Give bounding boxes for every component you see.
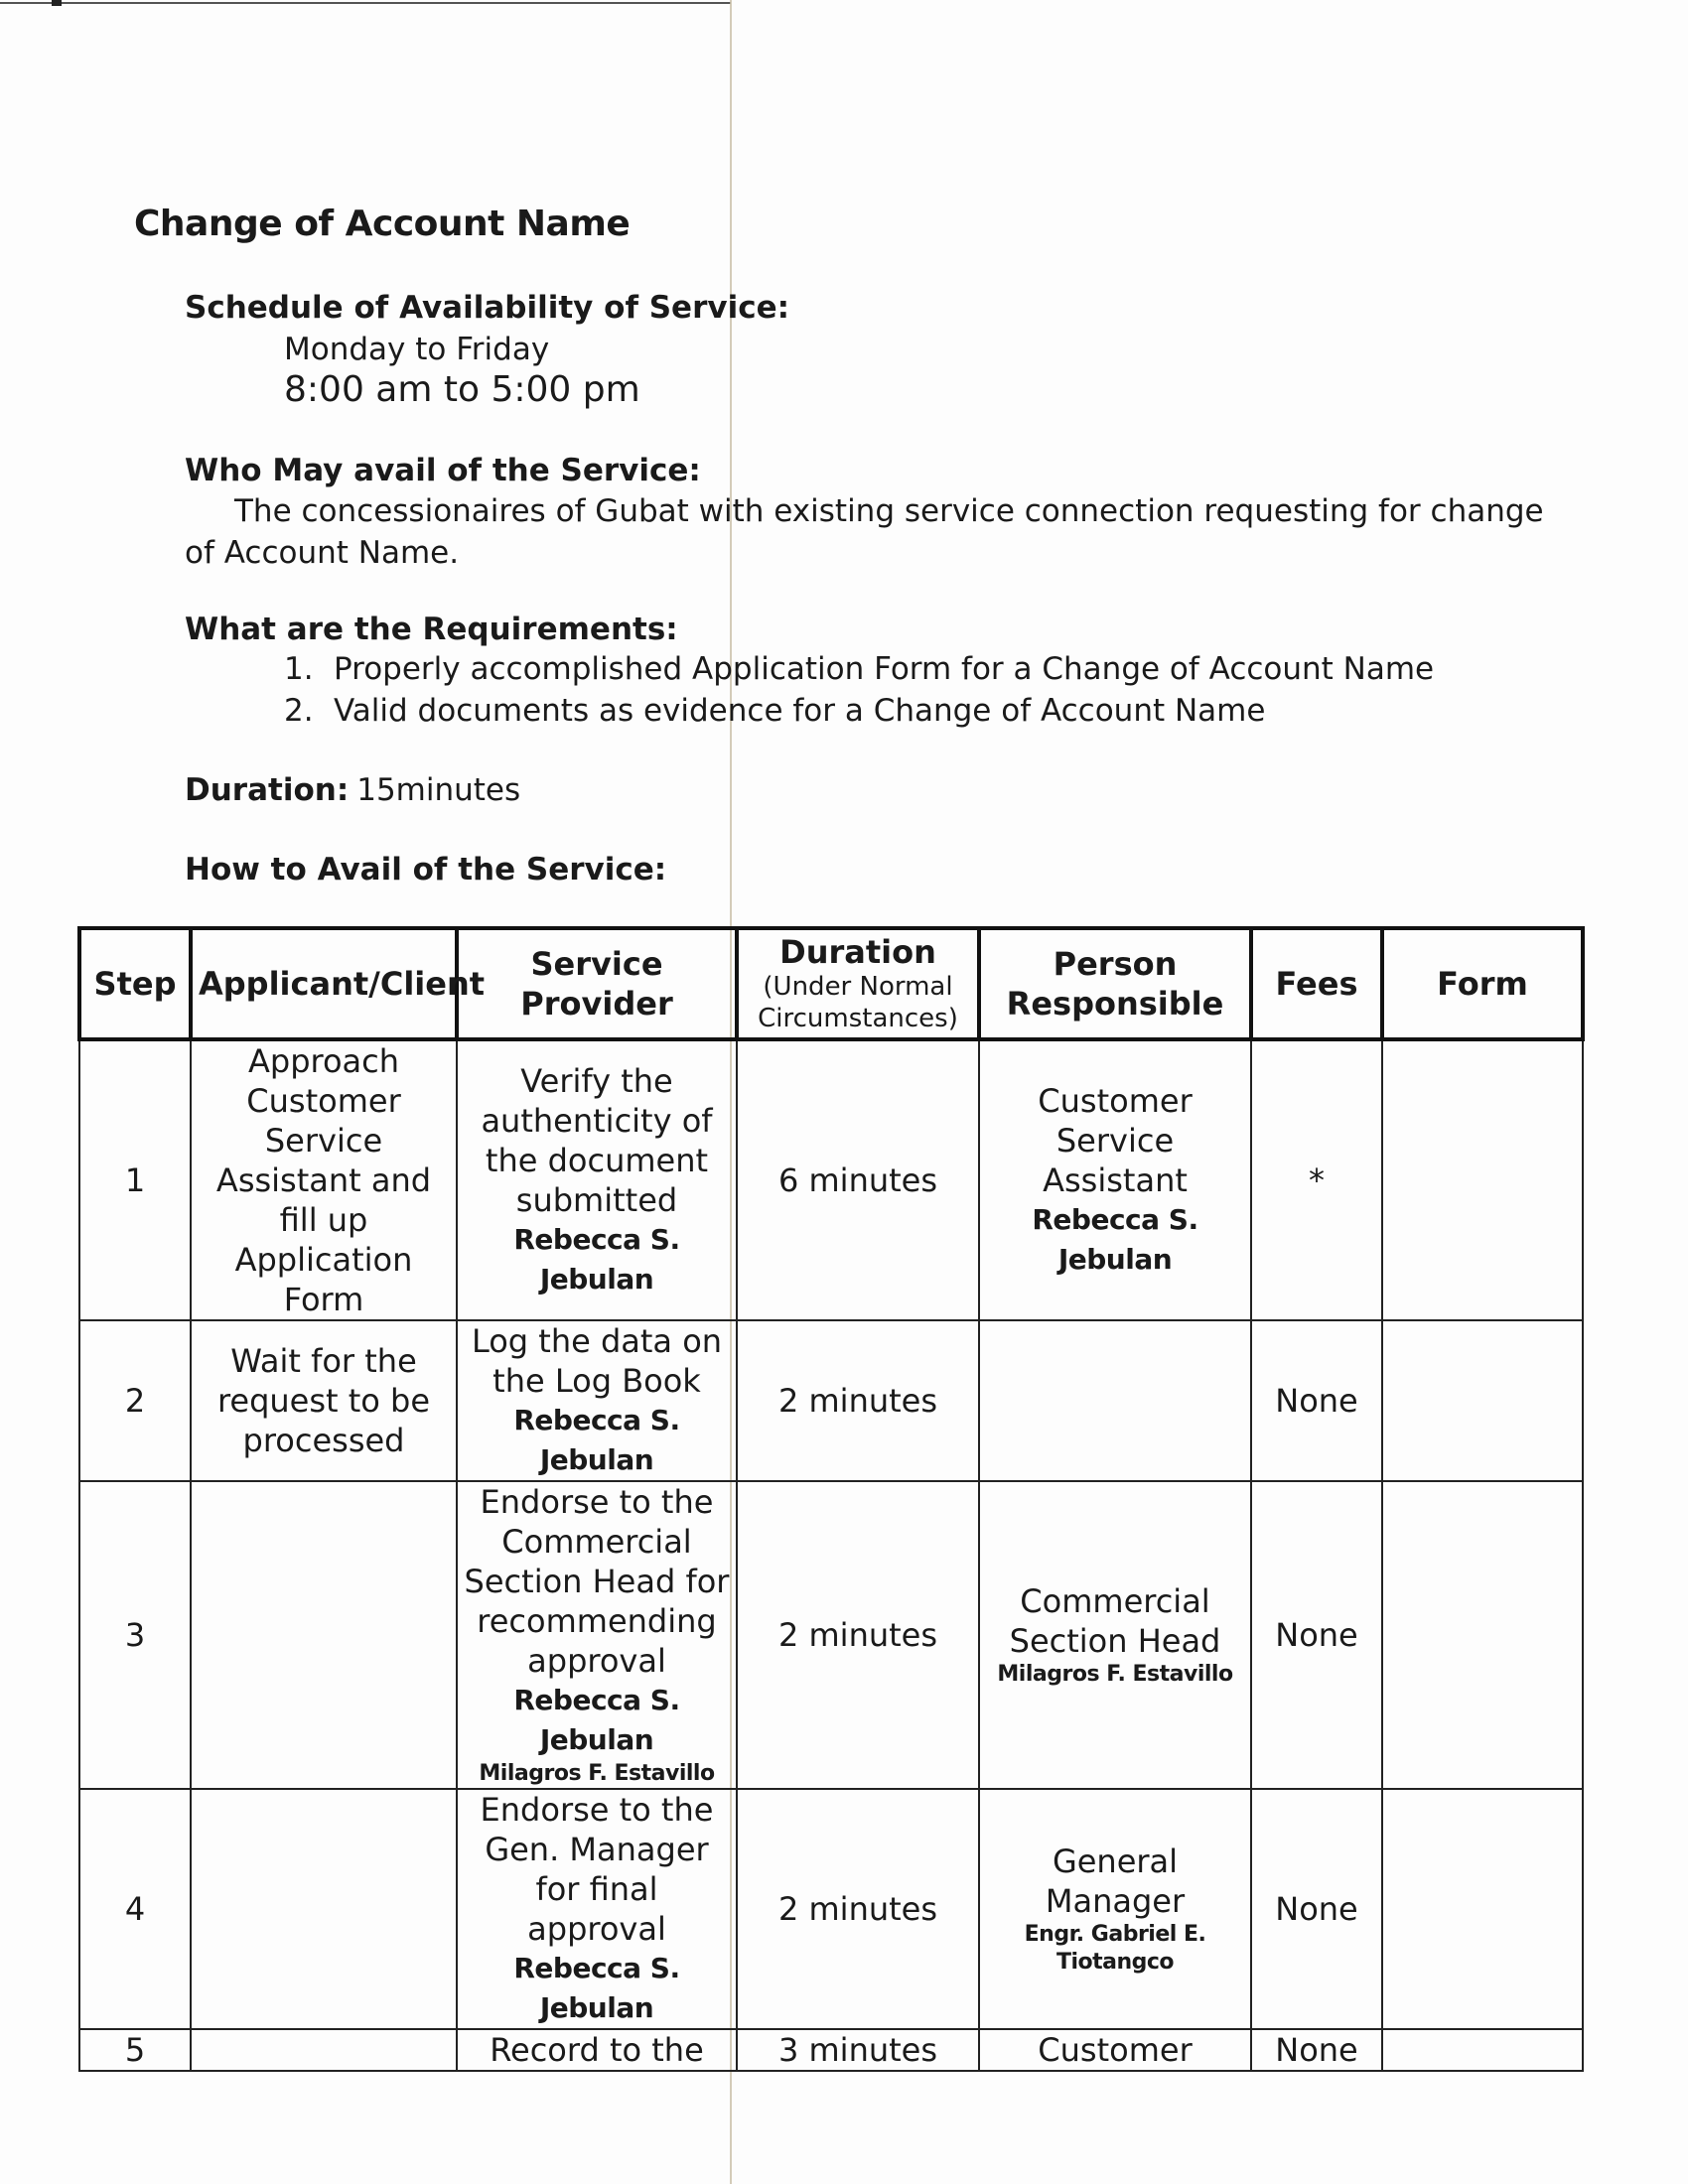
table-row <box>79 1320 1583 1481</box>
cell-person <box>979 1481 1251 1789</box>
cell-form <box>1382 1039 1583 1320</box>
scan-edge-line <box>0 2 731 4</box>
provider-text: Endorse to the Gen. Manager for final approval <box>480 1791 714 1948</box>
cell-fees: None <box>1251 1481 1382 1789</box>
duration-label: Duration: <box>185 772 350 808</box>
requirement-text: Valid documents as evidence for a Change of Account Name <box>334 693 1266 729</box>
cell-fees: None <box>1251 1320 1382 1481</box>
requirement-item <box>284 690 1434 732</box>
provider-name: Rebecca S. Jebulan <box>513 1684 680 1756</box>
cell-duration: 2 minutes <box>737 1481 979 1789</box>
cell-step: 4 <box>79 1789 191 2029</box>
cell-duration: 6 minutes <box>737 1039 979 1320</box>
header-duration <box>737 928 979 1039</box>
cell-client: Wait for the request to be processed <box>191 1320 457 1481</box>
cell-duration: 3 minutes <box>737 2029 979 2071</box>
cell-person <box>979 1789 1251 2029</box>
header-step: Step <box>79 928 191 1039</box>
cell-client <box>191 1789 457 2029</box>
cell-fees: None <box>1251 1789 1382 2029</box>
header-client: Applicant/Client <box>191 928 457 1039</box>
scan-mark <box>52 0 62 6</box>
cell-fees: * <box>1251 1039 1382 1320</box>
page-title: Change of Account Name <box>134 204 631 244</box>
cell-fees: None <box>1251 2029 1382 2071</box>
schedule-label: Schedule of Availability of Service: <box>185 290 789 326</box>
person-name: Rebecca S. Jebulan <box>1032 1203 1198 1276</box>
cell-step: 3 <box>79 1481 191 1789</box>
provider-text: Log the data on the Log Book <box>471 1322 723 1400</box>
cell-step: 5 <box>79 2029 191 2071</box>
person-role: General Manager <box>1045 1843 1186 1920</box>
cell-step: 1 <box>79 1039 191 1320</box>
header-form: Form <box>1382 928 1583 1039</box>
requirements-label: What are the Requirements: <box>185 612 678 647</box>
table-row <box>79 1481 1583 1789</box>
cell-form <box>1382 1320 1583 1481</box>
requirement-number: 1. <box>284 651 314 687</box>
cell-person: Customer <box>979 2029 1251 2071</box>
header-duration-label: Duration <box>779 933 936 971</box>
cell-form <box>1382 2029 1583 2071</box>
cell-client <box>191 2029 457 2071</box>
provider-name: Rebecca S. Jebulan <box>513 1952 680 2024</box>
table-row <box>79 1039 1583 1320</box>
cell-step: 2 <box>79 1320 191 1481</box>
requirement-text: Properly accomplished Application Form for a Change of Account Name <box>334 651 1435 687</box>
cell-provider <box>457 1039 737 1320</box>
requirements-list <box>284 648 1434 732</box>
duration-line <box>185 772 520 808</box>
cell-duration: 2 minutes <box>737 1320 979 1481</box>
cell-person <box>979 1039 1251 1320</box>
table-row <box>79 1789 1583 2029</box>
schedule-time: 8:00 am to 5:00 pm <box>284 369 640 410</box>
cell-provider <box>457 1320 737 1481</box>
who-text: The concessionaires of Gubat with existing service connection requesting for change of Account Name. <box>185 493 1544 571</box>
provider-text: Endorse to the Commercial Section Head for recommending approval <box>464 1483 730 1680</box>
cell-person <box>979 1320 1251 1481</box>
cell-form <box>1382 1789 1583 2029</box>
duration-value: 15minutes <box>356 772 521 808</box>
cell-client <box>191 1481 457 1789</box>
provider-text: Verify the authenticity of the document submitted <box>481 1062 713 1219</box>
header-person: Person Responsible <box>979 928 1251 1039</box>
person-role: Customer Service Assistant <box>1038 1082 1193 1199</box>
header-provider: Service Provider <box>457 928 737 1039</box>
steps-table <box>77 926 1585 2072</box>
schedule-days: Monday to Friday <box>284 332 550 367</box>
cell-provider <box>457 1789 737 2029</box>
table-row <box>79 2029 1583 2071</box>
header-fees: Fees <box>1251 928 1382 1039</box>
cell-form <box>1382 1481 1583 1789</box>
person-name: Milagros F. Estavillo <box>997 1662 1233 1687</box>
person-name: Engr. Gabriel E. Tiotangco <box>1024 1922 1206 1975</box>
cell-duration: 2 minutes <box>737 1789 979 2029</box>
table-header-row <box>79 928 1583 1039</box>
requirement-item <box>284 648 1434 690</box>
who-label: Who May avail of the Service: <box>185 453 701 488</box>
requirement-number: 2. <box>284 693 314 729</box>
header-duration-sub: (Under Normal Circumstances) <box>758 972 958 1033</box>
provider-name: Rebecca S. Jebulan <box>513 1223 680 1296</box>
cell-client: Approach Customer Service Assistant and fill up Application Form <box>191 1039 457 1320</box>
how-to-avail-label: How to Avail of the Service: <box>185 852 667 887</box>
cell-provider: Record to the <box>457 2029 737 2071</box>
provider-name: Milagros F. Estavillo <box>479 1761 715 1786</box>
person-role: Commercial Section Head <box>1009 1582 1221 1660</box>
cell-provider <box>457 1481 737 1789</box>
provider-name: Rebecca S. Jebulan <box>513 1404 680 1476</box>
